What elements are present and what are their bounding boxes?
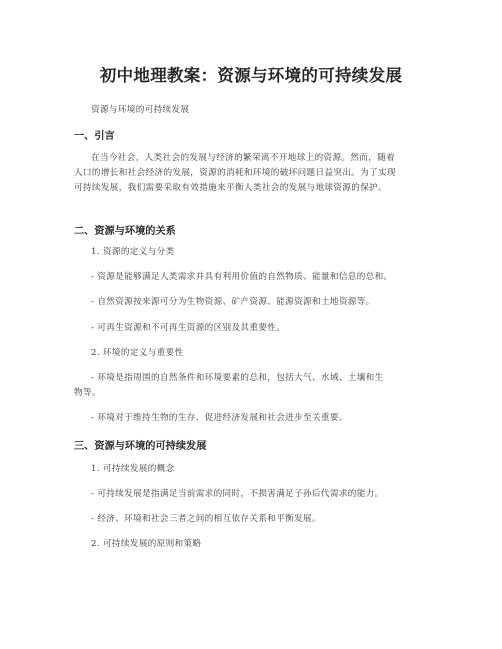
paragraph-line: 在当今社会，人类社会的发展与经济的繁荣离不开地球上的资源。然而，随着 xyxy=(91,153,396,163)
document-title: 初中地理教案：资源与环境的可持续发展 xyxy=(99,66,403,85)
numbered-item: 2. 可持续发展的原则和策略 xyxy=(91,539,202,549)
bullet-item: - 可再生资源和不可再生资源的区别及其重要性。 xyxy=(91,323,286,333)
section-heading-introduction: 一、引言 xyxy=(74,131,115,142)
bullet-item: - 资源是能够满足人类需求并具有利用价值的自然物质、能量和信息的总和。 xyxy=(91,272,393,282)
numbered-item: 1. 资源的定义与分类 xyxy=(91,247,175,257)
section-heading-sustainable-development: 三、资源与环境的可持续发展 xyxy=(74,441,207,452)
bullet-item-continuation: 物等。 xyxy=(74,388,101,398)
bullet-item: - 可持续发展是指满足当前需求的同时，不损害满足子孙后代需求的能力。 xyxy=(91,489,384,499)
numbered-item: 2. 环境的定义与重要性 xyxy=(91,348,184,358)
document-subtitle: 资源与环境的可持续发展 xyxy=(91,105,190,115)
section-heading-resources-environment: 二、资源与环境的关系 xyxy=(74,226,176,237)
paragraph-line: 人口的增长和社会经济的发展，资源的消耗和环境的破坏问题日益突出。为了实现 xyxy=(74,168,396,178)
numbered-item: 1. 可持续发展的概念 xyxy=(91,464,175,474)
bullet-item: - 环境是指周围的自然条件和环境要素的总和，包括大气、水域、土壤和生 xyxy=(91,373,384,383)
paragraph-line: 可持续发展，我们需要采取有效措施来平衡人类社会的发展与地球资源的保护。 xyxy=(74,183,388,193)
bullet-item: - 环境对于维持生物的生存、促进经济发展和社会进步至关重要。 xyxy=(91,413,348,423)
bullet-item: - 自然资源按来源可分为生物资源、矿产资源、能源资源和土地资源等。 xyxy=(91,297,375,307)
bullet-item: - 经济、环境和社会三者之间的相互依存关系和平衡发展。 xyxy=(91,514,321,524)
